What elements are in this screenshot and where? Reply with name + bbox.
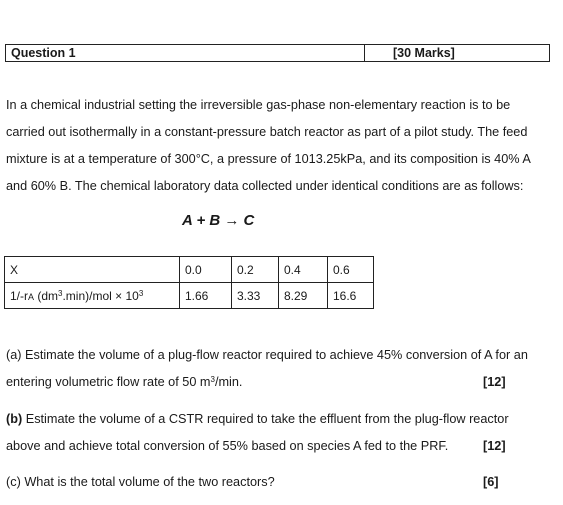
table-cell: 1.66 [180,283,232,309]
table-cell: 3.33 [232,283,279,309]
table-cell: 16.6 [328,283,374,309]
statement-line: carried out isothermally in a constant-pressure batch reactor as part of a pilot study. The feed [6,125,528,139]
part-c-line: (c) What is the total volume of the two reactors? [6,475,275,489]
row-label-conversion: X [5,257,180,283]
table-cell: 0.6 [328,257,374,283]
reaction-equation: A + B → C [182,212,255,229]
question-header [5,44,550,62]
table-row [5,283,374,309]
part-b-line1: (b) Estimate the volume of a CSTR required to take the effluent from the plug-flow reactor [6,412,509,426]
lab-data-table [4,256,374,309]
table-cell: 0.4 [279,257,328,283]
table-cell: 0.0 [180,257,232,283]
statement-line: mixture is at a temperature of 300°C, a pressure of 1013.25kPa, and its composition is 40% A [6,152,531,166]
table-cell: 8.29 [279,283,328,309]
question-title: Question 1 [11,46,76,60]
part-a-marks: [12] [483,375,506,389]
table-row [5,257,374,283]
part-a-line1: (a) Estimate the volume of a plug-flow reactor required to achieve 45% conversion of A for an [6,348,528,362]
part-b-line2: above and achieve total conversion of 55% based on species A fed to the PRF. [6,439,449,453]
statement-line: and 60% B. The chemical laboratory data collected under identical conditions are as follows: [6,179,524,193]
part-c-marks: [6] [483,475,499,489]
statement-line: In a chemical industrial setting the irreversible gas-phase non-elementary reaction is to be [6,98,511,112]
part-b-marks: [12] [483,439,506,453]
part-a-line2: entering volumetric flow rate of 50 $m^3/\min$. [6,375,243,389]
total-marks: [30 Marks] [393,46,455,60]
problem-statement [6,92,554,200]
header-divider [364,45,365,61]
row-label-inverse-rate: 1/-rA $(dm^3.\min)$/mol × $10^3$ [5,283,180,309]
table-cell: 0.2 [232,257,279,283]
